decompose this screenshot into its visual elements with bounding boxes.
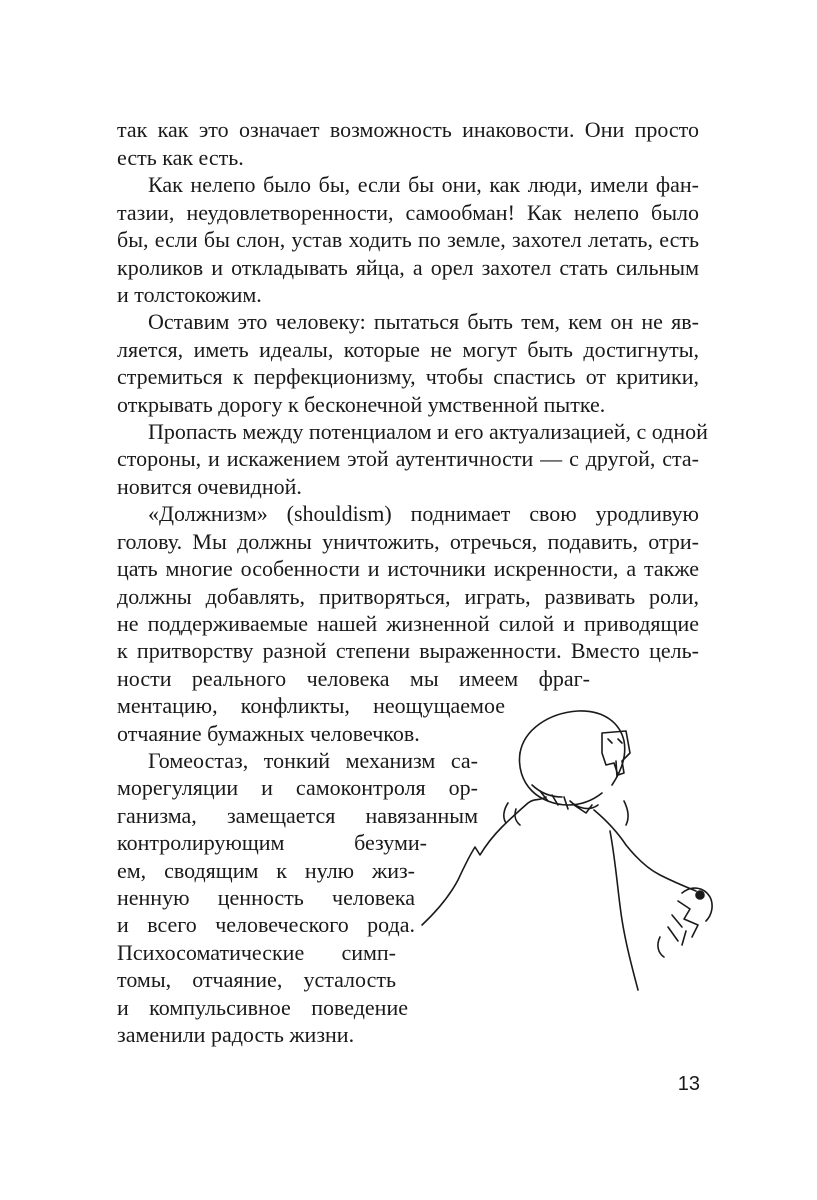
text-line: ляется, иметь идеалы, которые не могут быть достигнуты, bbox=[117, 337, 699, 362]
text-line: морегуляции и самоконтроля ор- bbox=[117, 775, 478, 800]
text-line: цать многие особенности и источники искренности, а также bbox=[117, 556, 699, 581]
text-line: есть как есть. bbox=[117, 145, 244, 170]
text-line: контролирующим безуми- bbox=[117, 830, 427, 855]
text-line: ментацию, конфликты, неощущаемое bbox=[117, 693, 505, 718]
text-line: «Должнизм» (shouldism) поднимает свою уродливую bbox=[148, 501, 699, 526]
sketch-illustration bbox=[420, 705, 720, 1005]
page-number: 13 bbox=[677, 1073, 700, 1095]
text-line: стремиться к перфекционизму, чтобы спастись от критики, bbox=[117, 364, 699, 389]
text-line: ганизма, замещается навязанным bbox=[117, 803, 478, 828]
text-line: Оставим это человеку: пытаться быть тем, кем он не яв- bbox=[148, 309, 699, 334]
text-line: так как это означает возможность инаковости. Они просто bbox=[117, 117, 699, 142]
text-line: Гомеостаз, тонкий механизм са- bbox=[148, 748, 478, 773]
text-line: заменили радость жизни. bbox=[117, 1022, 355, 1047]
text-line: ем, сводящим к нулю жиз- bbox=[117, 858, 415, 883]
text-line: кроликов и откладывать яйца, а орел захотел стать сильным bbox=[117, 255, 699, 280]
text-line: должны добавлять, притворяться, играть, развивать роли, bbox=[117, 584, 699, 609]
text-line: к притворству разной степени выраженности. Вместо цель- bbox=[117, 638, 699, 663]
text-line: голову. Мы должны уничтожить, отречься, подавить, отри- bbox=[117, 529, 699, 554]
text-line: и толстокожим. bbox=[117, 282, 262, 307]
text-line: томы, отчаяние, усталость bbox=[117, 967, 396, 992]
text-line: ности реального человека мы имеем фраг- bbox=[117, 666, 590, 691]
text-line: не поддерживаемые нашей жизненной силой и приводящие bbox=[117, 611, 699, 636]
text-line: и всего человеческого рода. bbox=[117, 912, 415, 937]
text-line: ненную ценность человека bbox=[117, 885, 415, 910]
text-line: Как нелепо было бы, если бы они, как люди, имели фан- bbox=[148, 172, 699, 197]
text-line: открывать дорогу к бесконечной умственной пытке. bbox=[117, 392, 606, 417]
text-line: тазии, неудовлетворенности, самообман! Как нелепо было bbox=[117, 200, 699, 225]
text-line: новится очевидной. bbox=[117, 474, 302, 499]
text-line: Психосоматические симп- bbox=[117, 940, 396, 965]
text-line: Пропасть между потенциалом и его актуализацией, с одной bbox=[148, 419, 708, 444]
text-line: и компульсивное поведение bbox=[117, 995, 408, 1020]
text-line: отчаяние бумажных человечков. bbox=[117, 721, 420, 746]
text-line: стороны, и искажением этой аутентичности — с другой, ста- bbox=[117, 446, 699, 471]
text-line: бы, если бы слон, устав ходить по земле, захотел летать, есть bbox=[117, 227, 699, 252]
